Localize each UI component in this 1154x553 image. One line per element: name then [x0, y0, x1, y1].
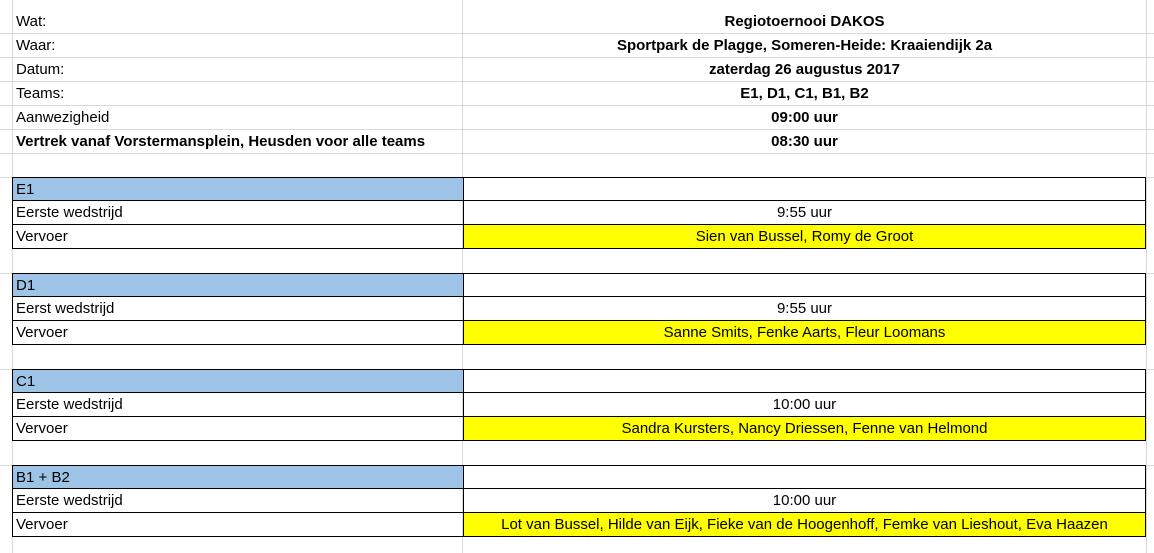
- empty-row[interactable]: [0, 346, 1154, 370]
- first-match-row[interactable]: [12, 201, 1146, 225]
- transport-label[interactable]: Vervoer: [12, 225, 464, 249]
- first-match-row[interactable]: [12, 489, 1146, 513]
- info-label[interactable]: Wat:: [16, 13, 47, 30]
- first-match-label[interactable]: Eerst wedstrijd: [12, 297, 464, 321]
- first-match-row[interactable]: [12, 297, 1146, 321]
- first-match-time[interactable]: 9:55 uur: [463, 201, 1146, 225]
- transport-row[interactable]: [12, 513, 1146, 537]
- transport-names[interactable]: Sanne Smits, Fenke Aarts, Fleur Loomans: [463, 321, 1146, 345]
- team-header-empty[interactable]: [463, 465, 1146, 489]
- empty-row[interactable]: [0, 250, 1154, 274]
- empty-row[interactable]: [0, 442, 1154, 466]
- first-match-time[interactable]: 10:00 uur: [463, 393, 1146, 417]
- info-value[interactable]: zaterdag 26 augustus 2017: [709, 61, 900, 78]
- team-name[interactable]: E1: [12, 177, 464, 201]
- team-header-row[interactable]: [12, 177, 1146, 201]
- team-header-empty[interactable]: [463, 177, 1146, 201]
- transport-names[interactable]: Sandra Kursters, Nancy Driessen, Fenne van Helmond: [463, 417, 1146, 441]
- info-value[interactable]: Sportpark de Plagge, Someren-Heide: Kraaiendijk 2a: [616, 37, 993, 54]
- team-name[interactable]: B1 + B2: [12, 465, 464, 489]
- info-row[interactable]: [0, 106, 1154, 130]
- info-value[interactable]: Regiotoernooi DAKOS: [724, 13, 885, 30]
- team-header-row[interactable]: [12, 273, 1146, 297]
- team-name[interactable]: C1: [12, 369, 464, 393]
- team-block: [12, 369, 1146, 441]
- info-value[interactable]: 09:00 uur: [771, 109, 838, 126]
- info-row[interactable]: [0, 130, 1154, 154]
- transport-row[interactable]: [12, 321, 1146, 345]
- team-name[interactable]: D1: [12, 273, 464, 297]
- transport-label[interactable]: Vervoer: [12, 321, 464, 345]
- info-label[interactable]: Waar:: [16, 37, 56, 54]
- transport-names[interactable]: Lot van Bussel, Hilde van Eijk, Fieke van de Hoogenhoff, Femke van Lieshout, Eva Haazen: [463, 513, 1146, 537]
- team-block: [12, 273, 1146, 345]
- info-row[interactable]: [0, 82, 1154, 106]
- team-header-empty[interactable]: [463, 369, 1146, 393]
- info-row[interactable]: [0, 58, 1154, 82]
- first-match-row[interactable]: [12, 393, 1146, 417]
- team-block: [12, 177, 1146, 249]
- team-header-row[interactable]: [12, 465, 1146, 489]
- first-match-label[interactable]: Eerste wedstrijd: [12, 201, 464, 225]
- transport-row[interactable]: [12, 417, 1146, 441]
- transport-label[interactable]: Vervoer: [12, 513, 464, 537]
- first-match-label[interactable]: Eerste wedstrijd: [12, 393, 464, 417]
- transport-label[interactable]: Vervoer: [12, 417, 464, 441]
- info-value[interactable]: E1, D1, C1, B1, B2: [740, 85, 869, 102]
- transport-names[interactable]: Sien van Bussel, Romy de Groot: [463, 225, 1146, 249]
- info-label[interactable]: Vertrek vanaf Vorstermansplein, Heusden voor alle teams: [16, 133, 426, 150]
- first-match-label[interactable]: Eerste wedstrijd: [12, 489, 464, 513]
- info-label[interactable]: Datum:: [16, 61, 65, 78]
- empty-row[interactable]: [0, 154, 1154, 178]
- transport-row[interactable]: [12, 225, 1146, 249]
- team-header-row[interactable]: [12, 369, 1146, 393]
- team-block: [12, 465, 1146, 537]
- first-match-time[interactable]: 10:00 uur: [463, 489, 1146, 513]
- info-label[interactable]: Aanwezigheid: [16, 109, 110, 126]
- info-row[interactable]: [0, 34, 1154, 58]
- team-header-empty[interactable]: [463, 273, 1146, 297]
- first-match-time[interactable]: 9:55 uur: [463, 297, 1146, 321]
- info-label[interactable]: Teams:: [16, 85, 65, 102]
- info-value[interactable]: 08:30 uur: [771, 133, 838, 150]
- info-row[interactable]: [0, 10, 1154, 34]
